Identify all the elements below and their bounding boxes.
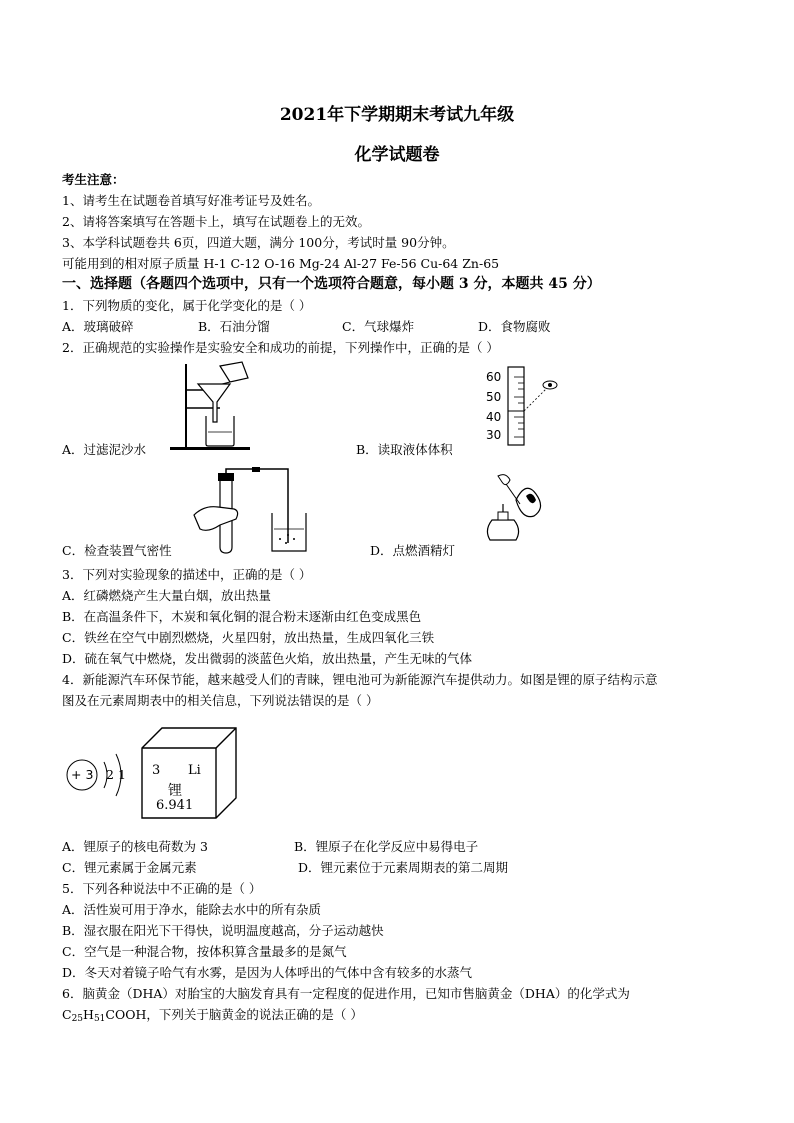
- q5-option-d[interactable]: D．冬天对着镜子哈气有水雾，是因为人体呼出的气体中含有较多的水蒸气: [62, 965, 473, 980]
- question-2-stem: 2．正确规范的实验操作是实验安全和成功的前提，下列操作中，正确的是（ ）: [62, 340, 499, 355]
- q4-option-a[interactable]: A．锂原子的核电荷数为 3: [62, 839, 208, 854]
- element-name: 锂: [168, 783, 182, 799]
- q5-option-b[interactable]: B．湿衣服在阳光下干得快，说明温度越高，分子运动越快: [62, 923, 384, 938]
- question-4-stem-1: 4．新能源汽车环保节能，越来越受人们的青睐，锂电池可为新能源汽车提供动力。如图是锂的原子结构示意: [62, 672, 658, 687]
- q3-option-d[interactable]: D．硫在氧气中燃烧，发出微弱的淡蓝色火焰，放出热量，产生无味的气体: [62, 651, 473, 666]
- question-1-stem: 1．下列物质的变化，属于化学变化的是（ ）: [62, 298, 312, 313]
- notice-item: 3、本学科试题卷共 6页，四道大题，满分 100分，考试时量 90分钟。: [62, 235, 455, 250]
- cylinder-tick-30: 30: [486, 428, 502, 442]
- exam-title: 2021年下学期期末考试九年级: [279, 105, 515, 125]
- cylinder-tick-40: 40: [486, 410, 502, 424]
- q1-option-b[interactable]: B．石油分馏: [198, 319, 270, 334]
- atomic-mass-list: 可能用到的相对原子质量 H-1 C-12 O-16 Mg-24 Al-27 Fe-56 Cu-64 Zn-65: [62, 256, 500, 271]
- question-4-stem-2: 图及在元素周期表中的相关信息，下列说法错误的是（ ）: [62, 693, 379, 708]
- exam-subtitle: 化学试题卷: [354, 145, 440, 165]
- question-6-stem-2: $C_{25}H_{51}COOH$，下列关于脑黄金的说法正确的是（ ）: [62, 1007, 363, 1024]
- section-heading: 一、选择题（各题四个选项中，只有一个选项符合题意，每小题 3 分，本题共 45 分）: [62, 276, 601, 292]
- airtightness-figure: [190, 467, 340, 557]
- q2-option-d[interactable]: D．点燃酒精灯: [370, 543, 456, 558]
- q5-option-a[interactable]: A．活性炭可用于净水，能除去水中的所有杂质: [62, 902, 322, 917]
- atom-nucleus-charge: + 3: [71, 767, 94, 782]
- question-3-stem: 3．下列对实验现象的描述中，正确的是（ ）: [62, 567, 312, 582]
- element-atomic-number: 3: [152, 763, 161, 778]
- q2-option-c[interactable]: C．检查装置气密性: [62, 543, 172, 558]
- q4-option-b[interactable]: B．锂原子在化学反应中易得电子: [294, 839, 479, 854]
- q5-option-c[interactable]: C．空气是一种混合物，按体积算含量最多的是氮气: [62, 944, 347, 959]
- element-symbol: Li: [188, 763, 201, 778]
- q4-option-c[interactable]: C．锂元素属于金属元素: [62, 860, 197, 875]
- q4-option-d[interactable]: D．锂元素位于元素周期表的第二周期: [298, 860, 509, 875]
- q3-option-a[interactable]: A．红磷燃烧产生大量白烟，放出热量: [62, 588, 272, 603]
- dha-formula: $C_{25}H_{51}COOH$: [62, 1007, 147, 1024]
- q2-option-b[interactable]: B．读取液体体积: [356, 442, 453, 457]
- question-6-stem-1: 6．脑黄金（DHA）对胎宝的大脑发育具有一定程度的促进作用，已知市售脑黄金（DHA）的化学式为: [62, 986, 630, 1001]
- cylinder-tick-60: 60: [486, 370, 502, 384]
- atom-shell-1-electrons: 2: [106, 767, 114, 782]
- notice-item: 1、请考生在试题卷首填写好准考证号及姓名。: [62, 193, 320, 208]
- atom-shell-2-electrons: 1: [118, 767, 126, 782]
- q3-option-b[interactable]: B．在高温条件下，木炭和氧化铜的混合粉末逐渐由红色变成黑色: [62, 609, 422, 624]
- element-atomic-mass: 6.941: [156, 798, 194, 813]
- notice-heading: 考生注意：: [62, 172, 125, 187]
- q2-option-a[interactable]: A．过滤泥沙水: [62, 442, 147, 457]
- q3-option-c[interactable]: C．铁丝在空气中剧烈燃烧，火星四射，放出热量，生成四氧化三铁: [62, 630, 435, 645]
- q1-option-c[interactable]: C．气球爆炸: [342, 319, 415, 334]
- question-5-stem: 5．下列各种说法中不正确的是（ ）: [62, 881, 262, 896]
- cylinder-tick-50: 50: [486, 390, 502, 404]
- notice-item: 2、请将答案填写在答题卡上，填写在试题卷上的无效。: [62, 214, 370, 229]
- q1-option-a[interactable]: A．玻璃破碎: [62, 319, 134, 334]
- alcohol-lamp-figure: [476, 470, 566, 550]
- q1-option-d[interactable]: D．食物腐败: [478, 319, 551, 334]
- filtration-figure: [170, 360, 260, 450]
